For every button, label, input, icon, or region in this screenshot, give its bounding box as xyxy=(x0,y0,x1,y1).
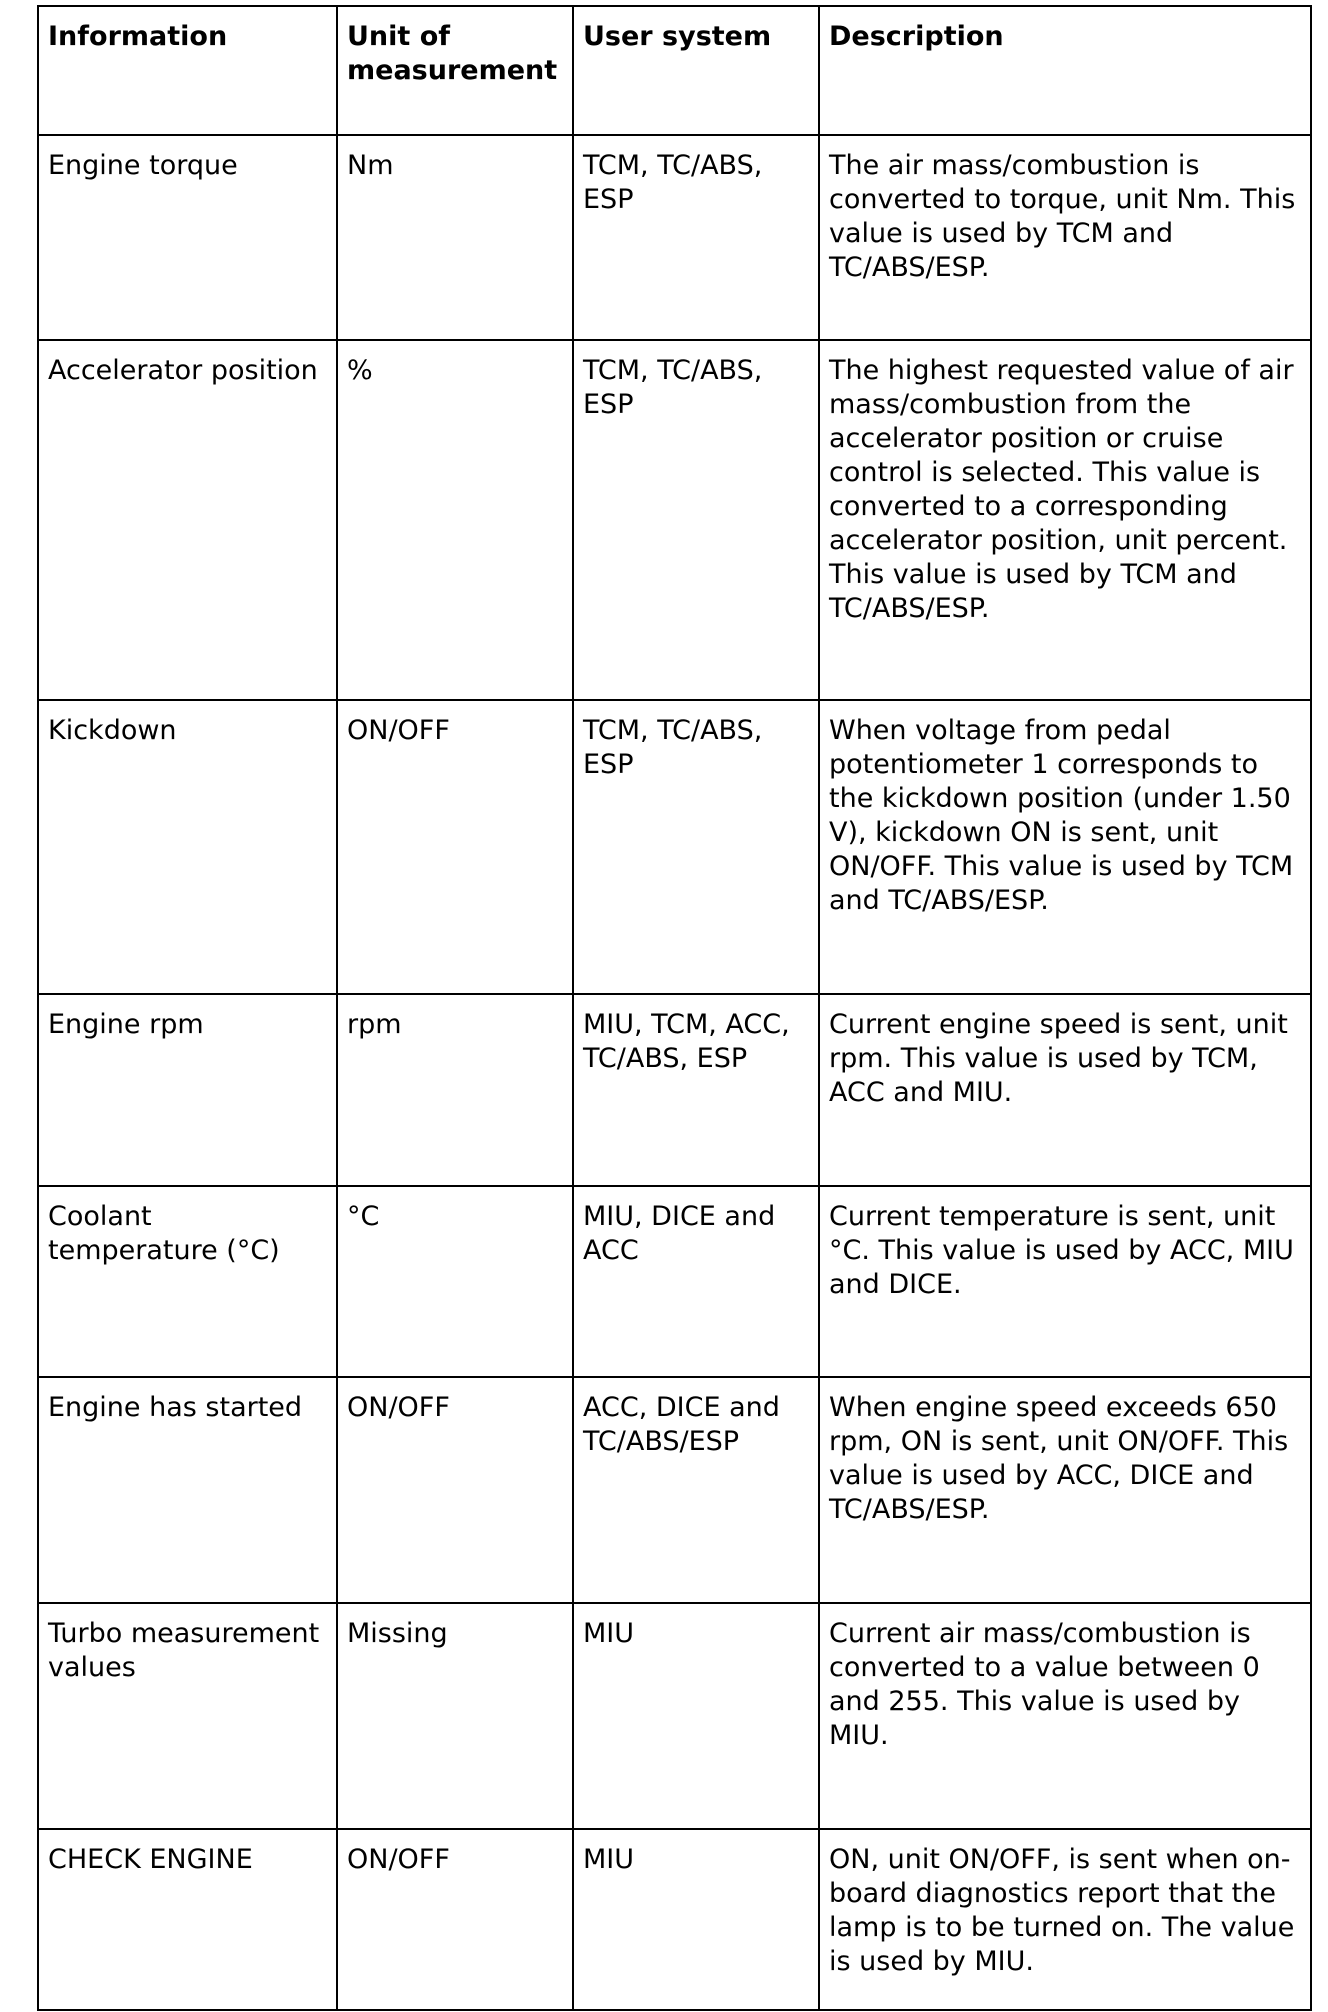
table-row xyxy=(38,994,1311,1186)
table-row xyxy=(38,340,1311,700)
cell-description: Current air mass/combustion is converted to a value between 0 and 255. This value is used by MIU. xyxy=(819,1603,1311,1829)
cell-information: Engine torque xyxy=(38,135,337,340)
cell-user-system: TCM, TC/ABS, ESP xyxy=(573,340,819,700)
header-description: Description xyxy=(819,6,1311,135)
cell-user-system: MIU, TCM, ACC, TC/ABS, ESP xyxy=(573,994,819,1186)
table-row xyxy=(38,1603,1311,1829)
cell-description: When engine speed exceeds 650 rpm, ON is sent, unit ON/OFF. This value is used by ACC, DICE and TC/ABS/ESP. xyxy=(819,1377,1311,1603)
table-row xyxy=(38,700,1311,994)
cell-unit: ON/OFF xyxy=(337,1829,573,2010)
cell-information: Engine rpm xyxy=(38,994,337,1186)
cell-unit: ON/OFF xyxy=(337,1377,573,1603)
cell-user-system: MIU xyxy=(573,1603,819,1829)
cell-information: Engine has started xyxy=(38,1377,337,1603)
cell-information: Turbo measurement values xyxy=(38,1603,337,1829)
cell-user-system: ACC, DICE and TC/ABS/ESP xyxy=(573,1377,819,1603)
cell-unit: Nm xyxy=(337,135,573,340)
cell-description: Current temperature is sent, unit °C. This value is used by ACC, MIU and DICE. xyxy=(819,1186,1311,1377)
cell-description: Current engine speed is sent, unit rpm. This value is used by TCM, ACC and MIU. xyxy=(819,994,1311,1186)
cell-information: Kickdown xyxy=(38,700,337,994)
cell-user-system: TCM, TC/ABS, ESP xyxy=(573,135,819,340)
cell-description: The highest requested value of air mass/combustion from the accelerator position or cruise control is selected. This value is converted to a corresponding accelerator position, unit percent. This value is used by TCM and TC/ABS/ESP. xyxy=(819,340,1311,700)
header-user-system: User system xyxy=(573,6,819,135)
cell-description: The air mass/combustion is converted to torque, unit Nm. This value is used by TCM and TC/ABS/ESP. xyxy=(819,135,1311,340)
cell-description: When voltage from pedal potentiometer 1 corresponds to the kickdown position (under 1.50 V), kickdown ON is sent, unit ON/OFF. This value is used by TCM and TC/ABS/ESP. xyxy=(819,700,1311,994)
cell-unit: rpm xyxy=(337,994,573,1186)
header-row xyxy=(38,6,1311,135)
header-unit-of-measurement: Unit of measurement xyxy=(337,6,573,135)
cell-description: ON, unit ON/OFF, is sent when on-board diagnostics report that the lamp is to be turned on. The value is used by MIU. xyxy=(819,1829,1311,2010)
cell-information: Accelerator position xyxy=(38,340,337,700)
cell-unit: ON/OFF xyxy=(337,700,573,994)
cell-unit: °C xyxy=(337,1186,573,1377)
signal-info-table xyxy=(37,5,1312,2011)
cell-user-system: MIU xyxy=(573,1829,819,2010)
table-row xyxy=(38,1186,1311,1377)
table-row xyxy=(38,1829,1311,2010)
cell-information: Coolant temperature (°C) xyxy=(38,1186,337,1377)
table-row xyxy=(38,135,1311,340)
cell-information: CHECK ENGINE xyxy=(38,1829,337,2010)
cell-user-system: MIU, DICE and ACC xyxy=(573,1186,819,1377)
cell-unit: Missing xyxy=(337,1603,573,1829)
table-row xyxy=(38,1377,1311,1603)
cell-unit: % xyxy=(337,340,573,700)
cell-user-system: TCM, TC/ABS, ESP xyxy=(573,700,819,994)
header-information: Information xyxy=(38,6,337,135)
